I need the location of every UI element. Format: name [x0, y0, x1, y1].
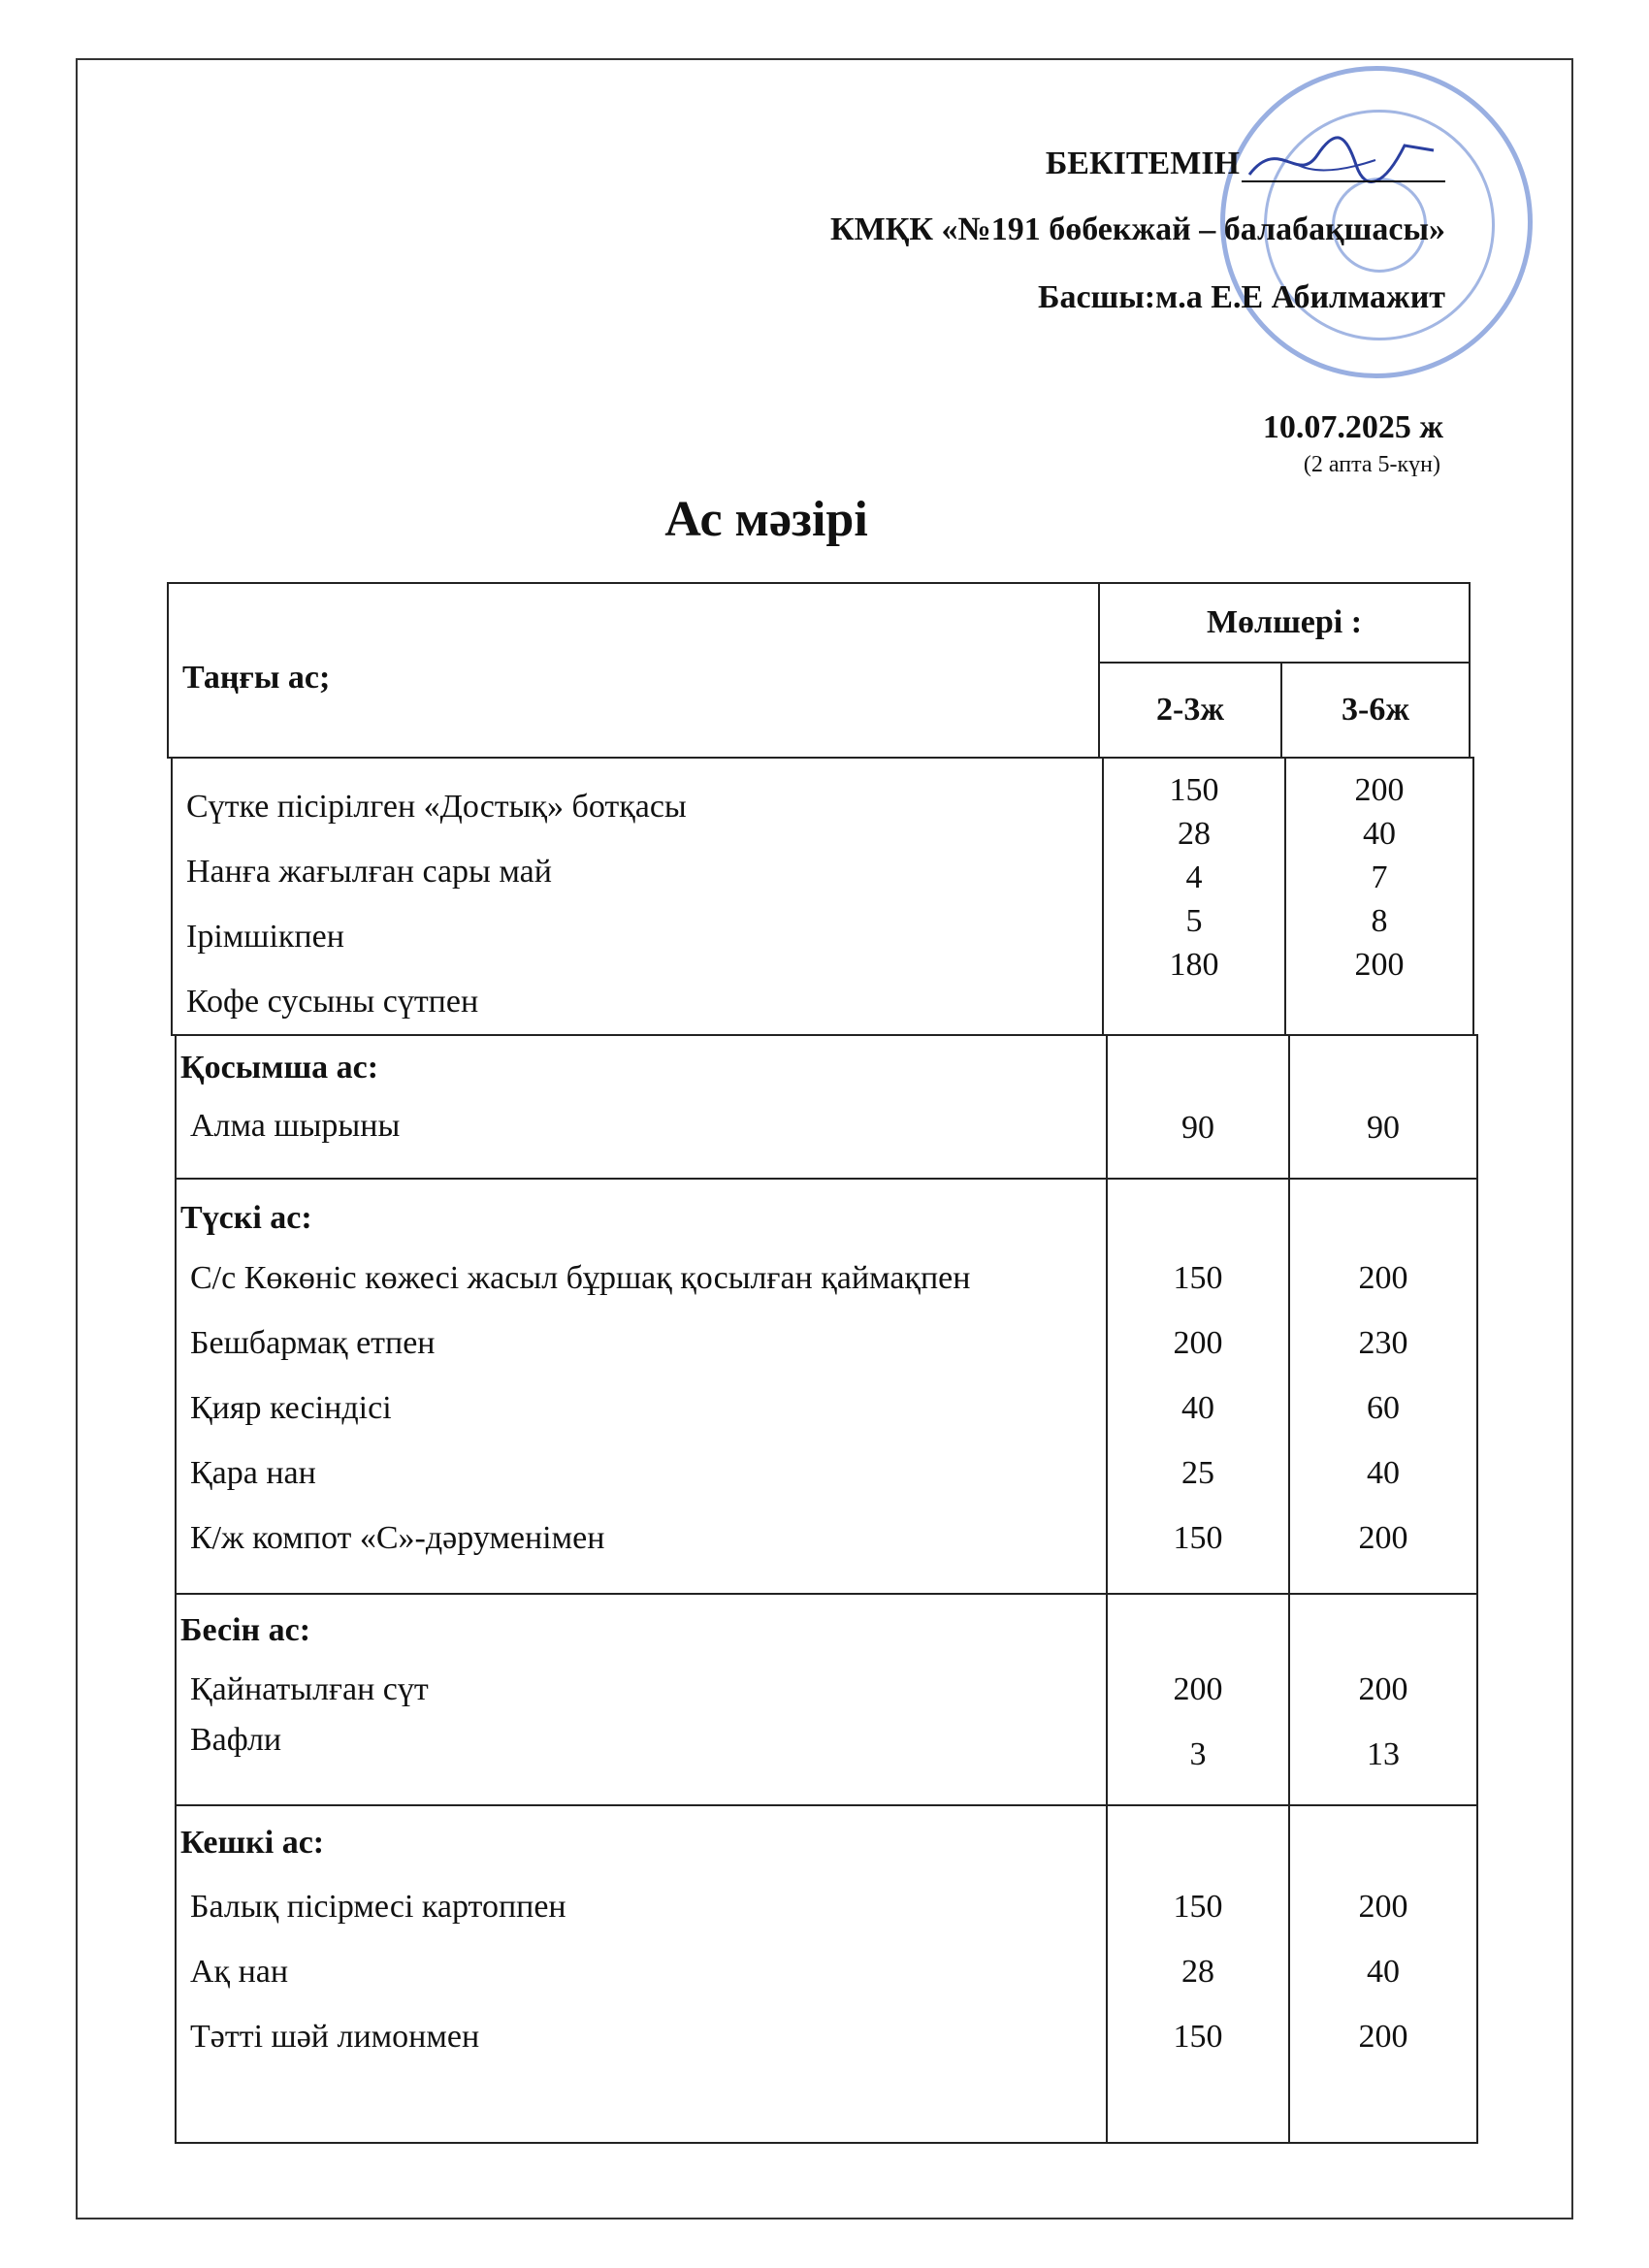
- list-item: Ақ нан: [190, 1954, 289, 1990]
- amount-3-6: 230: [1358, 1325, 1408, 1361]
- breakfast-header: Таңғы ас;: [182, 660, 331, 696]
- age-3-6-header: 3-6ж: [1342, 692, 1409, 728]
- amount-2-3: 150: [1173, 1889, 1223, 1925]
- amount-3-6: 13: [1367, 1736, 1400, 1772]
- amount-2-3: 25: [1181, 1455, 1214, 1491]
- amount-3-6: 7: [1371, 859, 1388, 895]
- amount-2-3: 28: [1178, 816, 1211, 852]
- amount-2-3: 180: [1169, 947, 1219, 983]
- page-title: Ас мәзірі: [664, 492, 868, 547]
- section-title-dinner: Кешкі ас:: [180, 1825, 325, 1861]
- list-item: Қияр кесіндісі: [190, 1390, 392, 1426]
- meals-table: [175, 1034, 1478, 2144]
- amount-2-3: 5: [1185, 903, 1203, 939]
- list-item: К/ж компот «С»-дәруменімен: [190, 1520, 605, 1556]
- head-name: Басшы:м.а Е.Е Абилмажит: [1037, 279, 1445, 315]
- list-item: Бешбармақ етпен: [190, 1325, 436, 1361]
- amount-3-6: 40: [1367, 1455, 1400, 1491]
- amount-3-6: 60: [1367, 1390, 1400, 1426]
- section-title-snack: Қосымша ас:: [180, 1050, 379, 1085]
- list-item: Ірімшікпен: [186, 919, 344, 955]
- amount-3-6: 200: [1358, 1671, 1408, 1707]
- amount-2-3: 150: [1169, 772, 1219, 808]
- list-item: Кофе сусыны сүтпен: [186, 984, 479, 1020]
- approve-label: БЕКІТЕМІН: [1045, 146, 1240, 181]
- section-title-lunch: Түскі ас:: [180, 1200, 312, 1236]
- amount-3-6: 200: [1354, 947, 1405, 983]
- list-item: Алма шырыны: [190, 1108, 401, 1144]
- menu-header-table: [167, 582, 1471, 759]
- list-item: Қайнатылған сүт: [190, 1671, 429, 1707]
- list-item: Қара нан: [190, 1455, 316, 1491]
- list-item: Вафли: [190, 1722, 282, 1758]
- amount-3-6: 8: [1371, 903, 1388, 939]
- amount-2-3: 150: [1173, 1520, 1223, 1556]
- amount-2-3: 40: [1181, 1390, 1214, 1426]
- amount-2-3: 28: [1181, 1954, 1214, 1990]
- organization-name: КМҚК «№191 бөбекжай – балабақшасы»: [830, 211, 1445, 247]
- amount-3-6: 40: [1367, 1954, 1400, 1990]
- amount-header: Мөлшері :: [1206, 604, 1363, 640]
- amount-2-3: 150: [1173, 2019, 1223, 2055]
- list-item: Балық пісірмесі картоппен: [190, 1889, 566, 1925]
- amount-3-6: 200: [1354, 772, 1405, 808]
- list-item: Сүтке пісірілген «Достық» ботқасы: [186, 789, 687, 825]
- amount-2-3: 4: [1185, 859, 1203, 895]
- age-2-3-header: 2-3ж: [1156, 692, 1224, 728]
- week-day: (2 апта 5-күн): [1303, 452, 1440, 477]
- list-item: С/с Көкөніс көжесі жасыл бұршақ қосылған қаймақпен: [190, 1260, 971, 1296]
- amount-2-3: 90: [1181, 1110, 1214, 1146]
- section-title-afternoon: Бесін ас:: [180, 1612, 311, 1648]
- signature-line: [1242, 153, 1445, 182]
- amount-3-6: 90: [1367, 1110, 1400, 1146]
- amount-3-6: 200: [1358, 1889, 1408, 1925]
- list-item: Тәтті шәй лимонмен: [190, 2019, 480, 2055]
- breakfast-table: [171, 757, 1474, 1036]
- menu-date: 10.07.2025 ж: [1262, 409, 1443, 445]
- amount-3-6: 200: [1358, 1260, 1408, 1296]
- amount-3-6: 200: [1358, 1520, 1408, 1556]
- amount-2-3: 150: [1173, 1260, 1223, 1296]
- amount-2-3: 3: [1189, 1736, 1207, 1772]
- amount-2-3: 200: [1173, 1325, 1223, 1361]
- list-item: Нанға жағылған сары май: [186, 854, 552, 890]
- approve-line: [1046, 146, 1445, 182]
- amount-3-6: 200: [1358, 2019, 1408, 2055]
- amount-2-3: 200: [1173, 1671, 1223, 1707]
- amount-3-6: 40: [1363, 816, 1396, 852]
